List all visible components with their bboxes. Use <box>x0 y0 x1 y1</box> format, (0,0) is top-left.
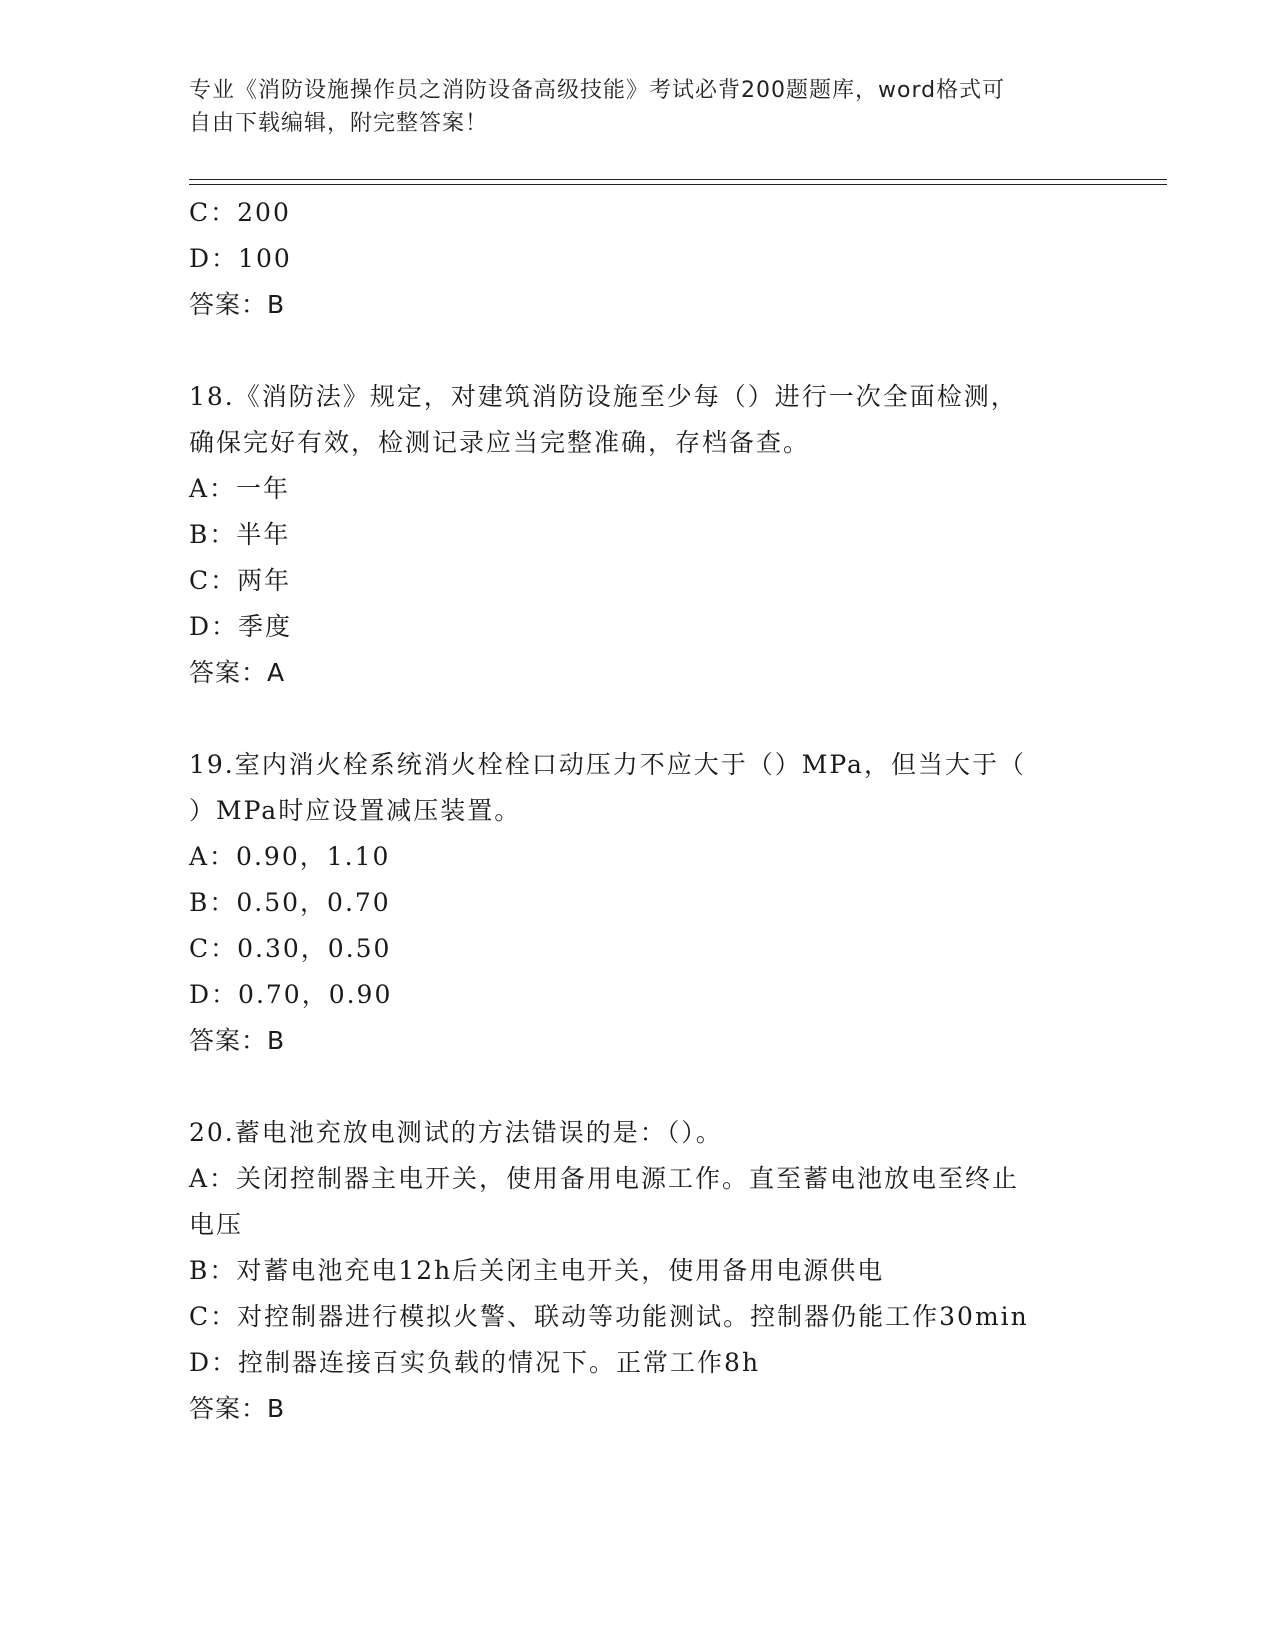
question-17-tail <box>189 190 1089 328</box>
header-line-2: 自由下载编辑，附完整答案！ <box>189 111 489 136</box>
header-rule-top <box>189 179 1167 180</box>
option-line: D：100 <box>189 244 292 273</box>
option-line: B：半年 <box>189 520 291 549</box>
header-line-1: 专业《消防设施操作员之消防设备高级技能》考试必背200题题库，word格式可 <box>189 78 1006 103</box>
option-line-continuation: 电压 <box>189 1210 244 1239</box>
option-line: C：对控制器进行模拟火警、联动等功能测试。控制器仍能工作30min <box>189 1302 1029 1331</box>
question-stem-line: 确保完好有效，检测记录应当完整准确，存档备查。 <box>189 428 811 457</box>
question-stem-line: ）MPa时应设置减压装置。 <box>189 796 522 825</box>
option-line: A：0.90，1.10 <box>189 842 391 871</box>
document-header <box>189 74 1089 140</box>
answer-line: 答案：B <box>189 1026 286 1055</box>
option-line: D：0.70，0.90 <box>189 980 393 1009</box>
question-stem-line: 20.蓄电池充放电测试的方法错误的是：（）。 <box>189 1118 723 1147</box>
question-19 <box>189 742 1089 1064</box>
answer-line: 答案：B <box>189 290 286 319</box>
question-20 <box>189 1110 1089 1432</box>
option-line: A：关闭控制器主电开关，使用备用电源工作。直至蓄电池放电至终止 <box>189 1164 1020 1193</box>
question-18 <box>189 374 1089 696</box>
option-line: C：两年 <box>189 566 292 595</box>
option-line: D：控制器连接百实负载的情况下。正常工作8h <box>189 1348 761 1377</box>
answer-line: 答案：A <box>189 658 286 687</box>
option-line: C：0.30，0.50 <box>189 934 392 963</box>
option-line: D：季度 <box>189 612 293 641</box>
header-rule-bottom <box>189 184 1167 185</box>
answer-line: 答案：B <box>189 1394 286 1423</box>
document-body <box>189 190 1089 1478</box>
option-line: B：对蓄电池充电12h后关闭主电开关，使用备用电源供电 <box>189 1256 885 1285</box>
option-line: A：一年 <box>189 474 291 503</box>
question-stem-line: 18.《消防法》规定，对建筑消防设施至少每（）进行一次全面检测， <box>189 382 1018 411</box>
option-line: C：200 <box>189 198 291 227</box>
option-line: B：0.50，0.70 <box>189 888 391 917</box>
question-stem-line: 19.室内消火栓系统消火栓栓口动压力不应大于（）MPa，但当大于（ <box>189 750 1026 779</box>
